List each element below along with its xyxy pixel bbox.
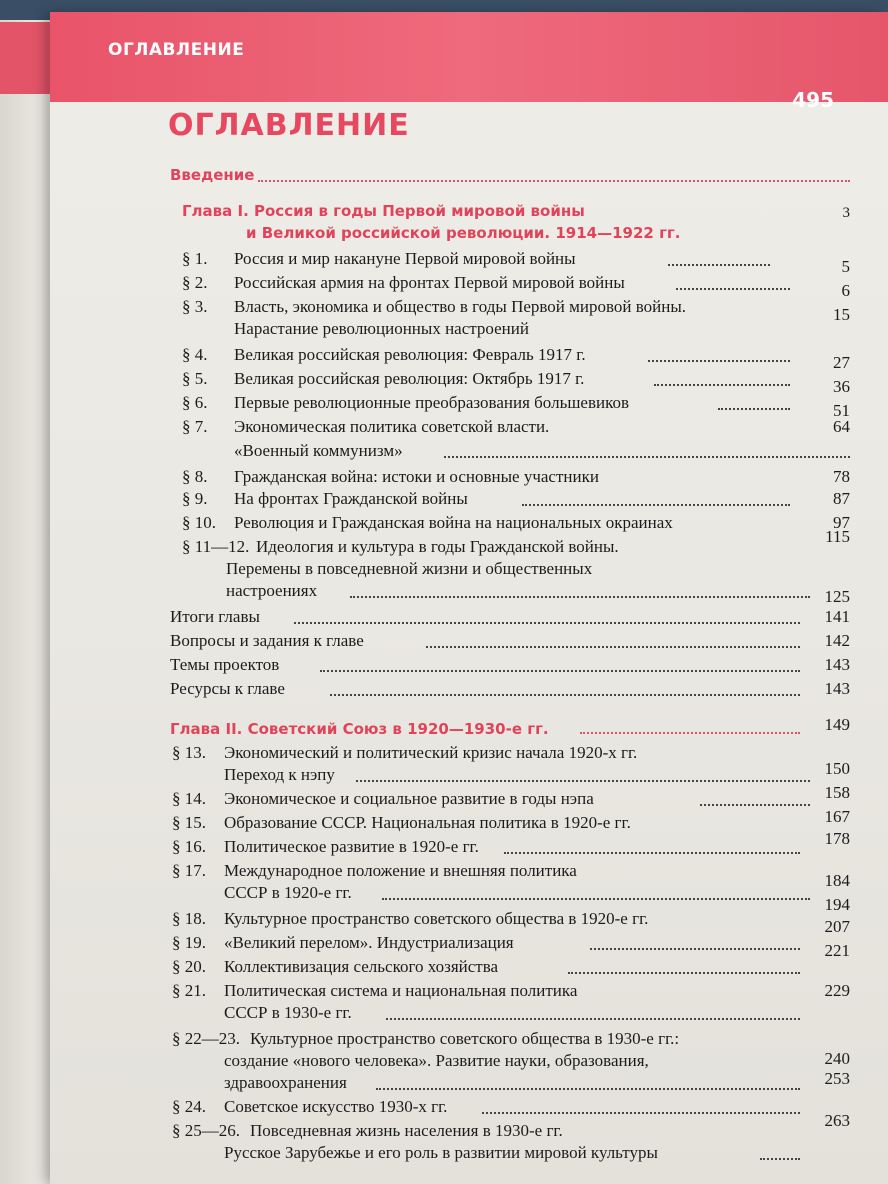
toc-entry-page: 221 [824,941,850,960]
leader-dots [444,456,850,458]
intro-page-number: 3 [842,205,850,221]
toc-entry-page: 194 [824,895,850,914]
toc-entry-title: Политическое развитие в 1920-е гг. [224,837,479,856]
leader-dots [482,1112,800,1114]
toc-entry-title: Международное положение и внешняя политика [224,861,577,880]
toc-entry-number: § 16. [172,837,206,856]
leader-dots [760,1158,800,1160]
toc-summary-page: 142 [824,631,850,650]
toc-entry-title: Экономический и политический кризис начала 1920-х гг. [224,743,638,762]
toc-entry-number: § 10. [182,513,216,532]
toc-summary-page: 143 [824,655,850,674]
chapter-2-page: 149 [824,715,850,734]
toc-entry-title-line3: настроениях [226,581,318,600]
leader-dots [376,1088,800,1090]
toc-entry-title-line2: СССР в 1920-е гг. [224,883,352,902]
toc-entry-title: «Великий перелом». Индустриализация [224,933,514,952]
leader-dots [382,898,810,900]
toc-entry-number: § 8. [182,467,208,486]
page-title: ОГЛАВЛЕНИЕ [168,108,410,143]
toc-entry-number: § 20. [172,957,206,976]
toc-entry-title: Великая российская революция: Октябрь 1917 г. [234,369,585,388]
toc-entry-number: § 15. [172,813,206,832]
toc-entry-title: Первые революционные преобразования большевиков [234,393,630,412]
toc-entry-page: 115 [825,527,850,546]
toc-entry-number: § 19. [172,933,206,952]
toc-entry-title-line2: Нарастание революционных настроений [234,319,529,338]
toc-entry-page: 36 [833,377,850,396]
toc-entry-title: Революция и Гражданская война на национальных окраинах [234,513,673,532]
toc-entry-title: Повседневная жизнь населения в 1930-е гг. [250,1121,563,1140]
toc-entry-title-line2: создание «нового человека». Развитие науки, образования, [224,1051,649,1070]
toc-entry-title: Культурное пространство советского общества в 1920-е гг. [224,909,649,928]
header-band-label: ОГЛАВЛЕНИЕ [108,40,245,60]
toc-entry-title: Советское искусство 1930-х гг. [224,1097,448,1116]
toc-entry-number: § 17. [172,861,206,880]
toc-entry-title: Культурное пространство советского общества в 1930-е гг.: [250,1029,680,1048]
toc-entry-page: 64 [833,417,850,436]
toc-entry-title: Великая российская революция: Февраль 1917 г. [234,345,586,364]
leader-dots [258,180,850,182]
leader-dots [386,1018,800,1020]
toc-entry-number: § 25—26. [172,1121,240,1140]
toc-entry-title: Коллективизация сельского хозяйства [224,957,499,976]
toc-entry-title: Политическая система и национальная политика [224,981,578,1000]
toc-entry-number: § 1. [182,249,208,268]
toc-entry-number: § 3. [182,297,208,316]
toc-entry-page: 158 [824,783,850,802]
toc-entry-title-line2: «Военный коммунизм» [234,441,403,460]
toc-entry-number: § 9. [182,489,208,508]
leader-dots [426,646,800,648]
toc-entry-title: Российская армия на фронтах Первой мировой войны [234,273,625,292]
toc-entry-page: 15 [833,305,850,324]
header-band [50,12,888,102]
leader-dots [668,264,770,266]
leader-dots [580,732,800,734]
leader-dots [700,804,810,806]
leader-dots [330,694,800,696]
leader-dots [718,408,790,410]
chapter-2-title-text: Глава II. Советский Союз в 1920—1930-е гг. [170,720,549,738]
toc-intro-label: Введение [170,166,255,184]
toc-entry-page: 150 [824,759,850,778]
toc-entry-page: 27 [833,353,850,372]
toc-entry-number: § 24. [172,1097,206,1116]
toc-entry-title: Экономическое и социальное развитие в годы нэпа [224,789,594,808]
leader-dots [590,948,800,950]
leader-dots [676,288,790,290]
toc-entry-number: § 21. [172,981,206,1000]
toc-entry-number: § 6. [182,393,208,412]
book-page [50,12,888,1184]
toc-entry-number: § 14. [172,789,206,808]
toc-entry-title: Экономическая политика советской власти. [234,417,550,436]
toc-entry-number: § 2. [182,273,208,292]
toc-entry-number: § 4. [182,345,208,364]
toc-entry-page: 125 [824,587,850,606]
toc-entry-page: 253 [824,1069,850,1088]
toc-entry-page: 207 [824,917,850,936]
toc-summary-label: Темы проектов [170,655,280,674]
toc-entry-number: § 22—23. [172,1029,240,1048]
toc-entry-page: 229 [824,981,850,1000]
leader-dots [654,384,790,386]
toc-entry-number: § 13. [172,743,206,762]
toc-entry-title: Образование СССР. Национальная политика в 1920-е гг. [224,813,631,832]
toc-entry-page: 5 [841,257,850,276]
toc-entry-title: Власть, экономика и общество в годы Первой мировой войны. [234,297,687,316]
toc-entry-page: 6 [841,281,850,300]
toc-entry-number: § 18. [172,909,206,928]
leader-dots [648,360,790,362]
toc-summary-label: Вопросы и задания к главе [170,631,364,650]
leader-dots [504,852,800,854]
toc-entry-page: 240 [824,1049,850,1068]
toc-entry-page: 184 [824,871,850,890]
toc-summary-page: 143 [824,679,850,698]
toc-entry-page: 263 [824,1111,850,1130]
toc-entry-page: 51 [833,401,850,420]
toc-entry-number: § 5. [182,369,208,388]
chapter-1-title-line1: Глава I. Россия в годы Первой мировой войны [182,202,585,220]
page-number: 495 [792,88,834,112]
toc-entry-title: Гражданская война: истоки и основные участники [234,467,599,486]
toc-summary-label: Ресурсы к главе [170,679,285,698]
toc-entry-title: Россия и мир накануне Первой мировой войны [234,249,576,268]
leader-dots [350,596,810,598]
toc-entry-title-line3: здравоохранения [224,1073,347,1092]
leader-dots [522,504,790,506]
toc-entry-number: § 7. [182,417,208,436]
toc-summary-page: 141 [824,607,850,626]
chapter-1-title-line2: и Великой российской революции. 1914—1922 гг. [246,224,681,242]
toc-entry-number: § 11—12. [182,537,250,556]
toc-entry-title-line2: СССР в 1930-е гг. [224,1003,352,1022]
leader-dots [356,780,810,782]
toc-summary-label: Итоги главы [170,607,260,626]
leader-dots [294,622,800,624]
toc-entry-page: 178 [824,829,850,848]
leader-dots [320,670,800,672]
toc-entry-page: 78 [833,467,850,486]
leader-dots [568,972,800,974]
toc-entry-page: 87 [833,489,850,508]
toc-entry-page: 167 [824,807,850,826]
toc-entry-title-line2: Переход к нэпу [224,765,335,784]
toc-entry-title: Идеология и культура в годы Гражданской войны. [256,537,619,556]
toc-entry-title-line2: Русское Зарубежье и его роль в развитии мировой культуры [224,1143,658,1162]
toc-entry-title: На фронтах Гражданской войны [234,489,468,508]
toc-entry-page: 97 [833,513,850,532]
toc-entry-title-line2: Перемены в повседневной жизни и общественных [226,559,593,578]
